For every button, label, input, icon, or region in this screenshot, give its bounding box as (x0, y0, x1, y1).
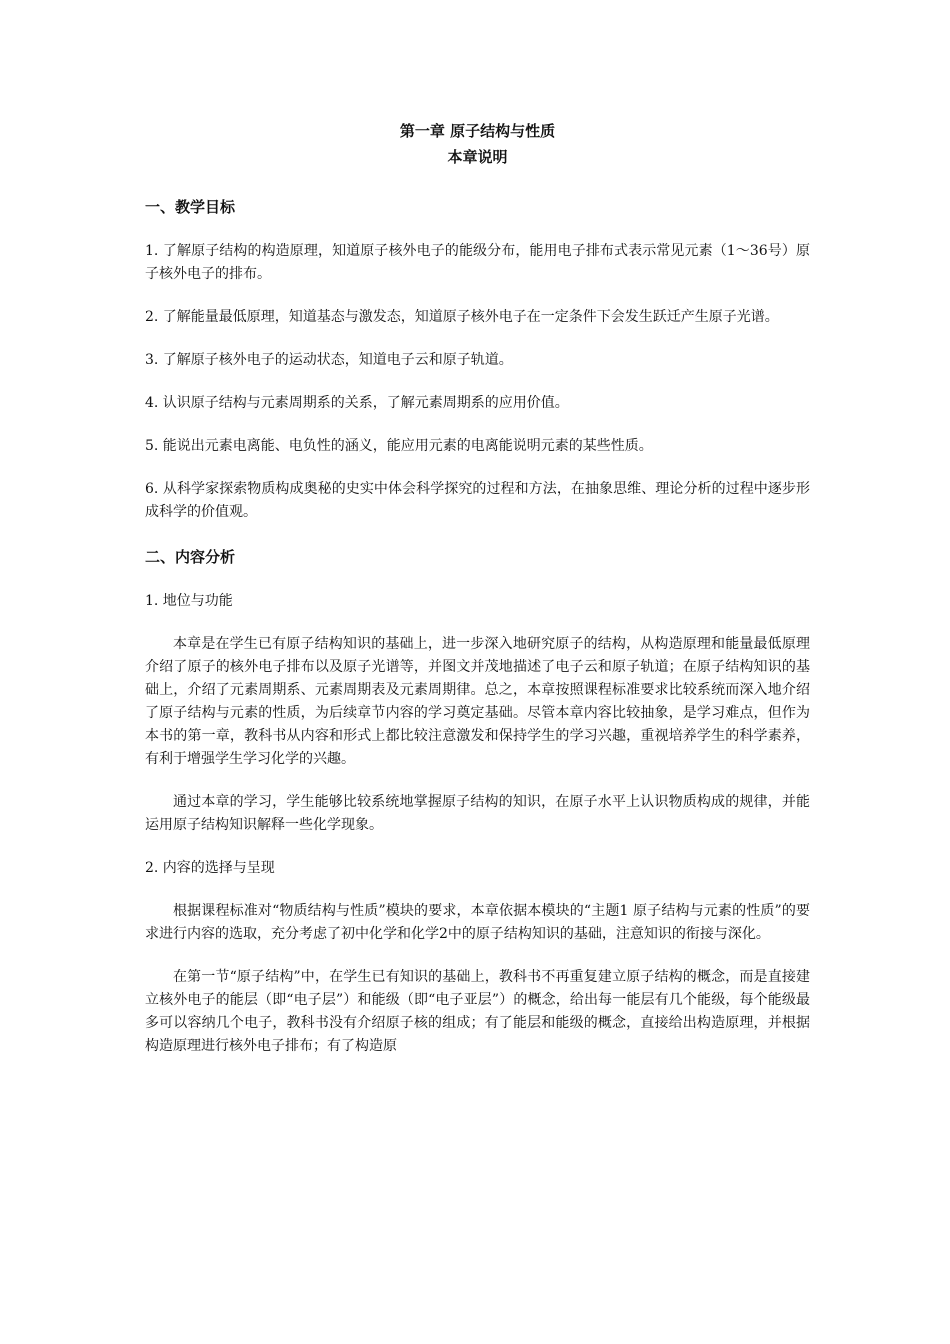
goal-item-5: 5. 能说出元素电离能、电负性的涵义，能应用元素的电离能说明元素的某些性质。 (145, 438, 653, 454)
paragraph: 通过本章的学习，学生能够比较系统地掌握原子结构的知识，在原子水平上认识物质构成的规律，并能运用原子结构知识解释一些化学现象。 (145, 794, 810, 833)
goal-item-2: 2. 了解能量最低原理，知道基态与激发态，知道原子核外电子在一定条件下会发生跃迁产生原子光谱。 (145, 309, 779, 325)
chapter-subtitle: 本章说明 (447, 148, 508, 166)
subsection-heading-content: 2. 内容的选择与呈现 (145, 860, 275, 876)
paragraph: 根据课程标准对“物质结构与性质”模块的要求，本章依据本模块的“主题1 原子结构与元素的性质”的要求进行内容的选取，充分考虑了初中化学和化学2中的原子结构知识的基础，注意知识的衔接与深化。 (145, 903, 810, 942)
section-heading-analysis: 二、内容分析 (145, 548, 236, 566)
chapter-title: 第一章 原子结构与性质 (399, 122, 556, 140)
goal-item-3: 3. 了解原子核外电子的运动状态，知道电子云和原子轨道。 (145, 352, 513, 368)
paragraph: 在第一节“原子结构”中，在学生已有知识的基础上，教科书不再重复建立原子结构的概念，而是直接建立核外电子的能层（即“电子层”）和能级（即“电子亚层”）的概念，给出每一能层有几个能级，每个能级最多可以容纳几个电子，教科书没有介绍原子核的组成；有了能层和能级的概念，直接给出构造原理，并根据构造原理进行核外电子排布；有了构造原 (145, 969, 810, 1054)
paragraph: 本章是在学生已有原子结构知识的基础上，进一步深入地研究原子的结构，从构造原理和能量最低原理介绍了原子的核外电子排布以及原子光谱等，并图文并茂地描述了电子云和原子轨道；在原子结构知识的基础上，介绍了元素周期系、元素周期表及元素周期律。总之，本章按照课程标准要求比较系统而深入地介绍了原子结构与元素的性质，为后续章节内容的学习奠定基础。尽管本章内容比较抽象，是学习难点，但作为本书的第一章，教科书从内容和形式上都比较注意激发和保持学生的学习兴趣，重视培养学生的科学素养，有利于增强学生学习化学的兴趣。 (145, 636, 810, 767)
goal-item-6: 6. 从科学家探索物质构成奥秘的史实中体会科学探究的过程和方法，在抽象思维、理论分析的过程中逐步形成科学的价值观。 (145, 481, 810, 520)
subsection-heading-role: 1. 地位与功能 (145, 593, 233, 609)
goal-item-4: 4. 认识原子结构与元素周期系的关系，了解元素周期系的应用价值。 (145, 395, 569, 411)
document-page (145, 118, 810, 1078)
goal-item-1: 1. 了解原子结构的构造原理，知道原子核外电子的能级分布，能用电子排布式表示常见元素（1～36号）原子核外电子的排布。 (145, 243, 810, 282)
section-heading-goals: 一、教学目标 (145, 198, 236, 216)
